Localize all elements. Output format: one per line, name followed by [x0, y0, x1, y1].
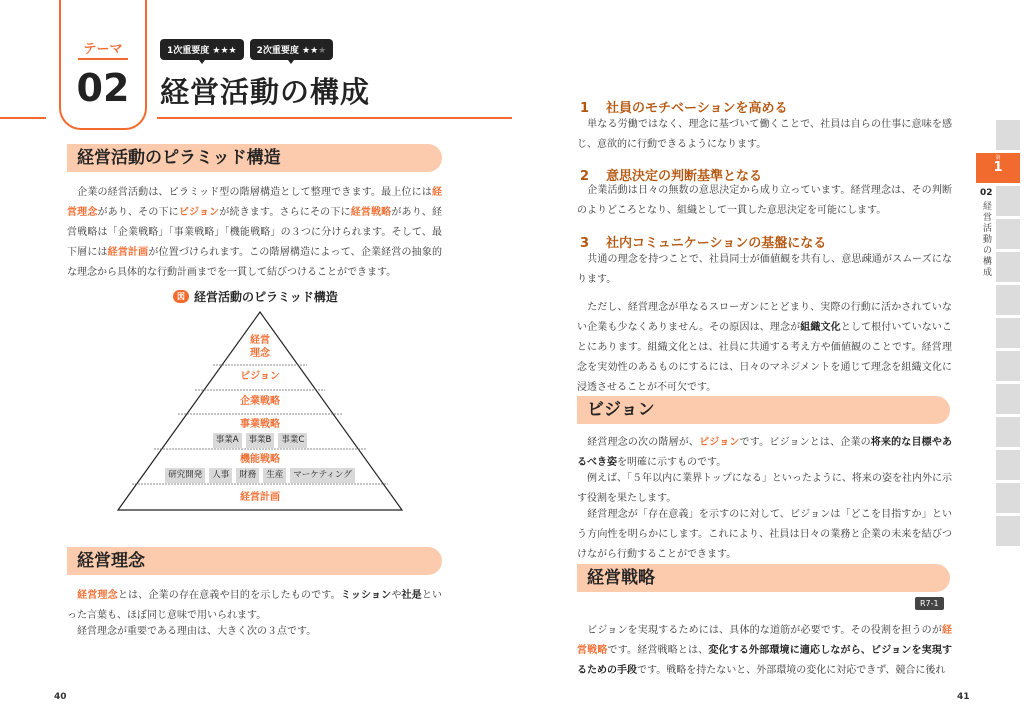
chip-production: 生産	[263, 468, 286, 483]
text: が続きます。さらにその下に	[219, 207, 351, 218]
keyword-shaze: 社是	[401, 590, 422, 601]
text: が位置づけられます。この階層構造によって、企業経営の抽象的な理念から具体的な行動計画までを一貫して結びつけることができます。	[67, 247, 443, 278]
side-tab[interactable]	[996, 483, 1020, 513]
figure-title: 経営活動のピラミッド構造	[194, 290, 338, 304]
chip-business-a: 事業A	[213, 433, 242, 448]
chapter-prefix: 第	[995, 155, 1001, 161]
star-icons: ★★★	[212, 46, 237, 56]
reason-2-body: 企業活動は日々の無数の意思決定から成り立っています。経営理念は、その判断のよりどころとなり、組織として一貫した意思決定を可能にします。	[577, 185, 952, 216]
side-tab[interactable]	[996, 417, 1020, 447]
level-label: 理念	[250, 348, 270, 359]
level-label: 経営	[250, 335, 270, 346]
theme-number: 02	[76, 66, 130, 110]
text: があり、経営戦略は「企業戦略」「事業戦略」「機能戦略」の３つに分けられます。そして、最下層には	[67, 207, 443, 258]
figure-caption	[173, 288, 338, 305]
side-tab[interactable]	[996, 384, 1020, 414]
reason-title: 社内コミュニケーションの基盤になる	[606, 236, 827, 251]
reason-1-heading	[580, 97, 787, 116]
side-tab[interactable]	[996, 219, 1020, 249]
side-tab[interactable]	[996, 318, 1020, 348]
text: 経営理念の次の階層が、	[577, 437, 700, 448]
text: や	[391, 590, 402, 601]
page-number-right: 41	[957, 692, 970, 702]
side-tab[interactable]	[996, 186, 1020, 216]
primary-importance-badge	[160, 39, 244, 60]
text: を明確に示すものです。	[617, 457, 727, 468]
text: 企業の経営活動は、ピラミッド型の階層構造として整理できます。最上位には	[67, 187, 432, 198]
chapter-title: 経営活動の構成	[160, 75, 371, 109]
business-unit-chips	[110, 433, 410, 448]
reason-3-heading	[580, 232, 826, 251]
keyword-org-culture: 組織文化	[800, 322, 841, 333]
theme-label: テーマ	[83, 42, 123, 57]
secondary-importance-badge	[250, 39, 334, 60]
badge-label: 2次重要度	[256, 46, 299, 56]
side-tab[interactable]	[996, 252, 1020, 282]
text: です。ビジョンとは、企業の	[739, 437, 871, 448]
side-tab[interactable]	[996, 285, 1020, 315]
section-heading-philosophy: 経営理念	[67, 547, 442, 575]
keyword-plan: 経営計画	[107, 247, 149, 258]
section-heading-pyramid: 経営活動のピラミッド構造	[67, 144, 442, 172]
keyword-keiei-rinen: 経営理念	[67, 187, 442, 218]
chip-marketing: マーケティング	[290, 468, 354, 483]
badge-label: 1次重要度	[167, 46, 210, 56]
star-off-icon: ★	[318, 46, 327, 56]
chip-business-b: 事業B	[246, 433, 275, 448]
side-section-number: 02	[980, 188, 993, 198]
strategy-paragraph	[577, 621, 952, 681]
reason-title: 社員のモチベーションを高める	[606, 101, 788, 116]
text: です。戦略を持たないと、外部環境の変化に対応できず、競合に後れ	[637, 665, 946, 676]
side-tab[interactable]	[996, 351, 1020, 381]
importance-badges	[160, 39, 333, 60]
reason-number: 2	[580, 169, 590, 184]
reason-title: 意思決定の判断基準となる	[606, 169, 763, 184]
keyword-keiei-rinen: 経営理念	[77, 590, 118, 601]
text: として根付いていないことにあります。組織文化とは、社員に共通する考え方や価値観のことです。経営理念を実効性のあるものにするには、日々のマネジメントを通じて理念を組織文化に浸透させることが不可欠です。	[577, 322, 953, 393]
reason-number: 1	[580, 101, 590, 116]
chip-rnd: 研究開発	[165, 468, 205, 483]
pyramid-intro-paragraph	[67, 183, 442, 283]
side-tab[interactable]	[996, 450, 1020, 480]
keyword-vision: ビジョン	[178, 207, 220, 218]
text: ビジョンを実現するためには、具体的な道筋が必要です。その役割を担うのが	[577, 625, 942, 636]
text: ただし、経営理念が単なるスローガンにとどまり、実際の行動に活かされていない企業も少なくありません。その原因は、理念が	[577, 302, 952, 333]
theme-divider	[78, 58, 128, 60]
reason-number: 3	[580, 236, 590, 251]
text: があり、その下に	[97, 207, 179, 218]
keyword-mission: ミッション	[340, 590, 392, 601]
side-tab[interactable]	[996, 516, 1020, 546]
header-rule-left	[0, 117, 46, 119]
side-tab[interactable]	[996, 120, 1020, 150]
exam-reference-tag: R7-1	[915, 597, 944, 610]
header-rule-right	[157, 117, 512, 119]
vision-paragraph-3: 経営理念が「存在意義」を示すのに対して、ビジョンは「どこを目指すか」という方向性を明らかにします。これにより、社員は日々の業務と企業の未来を結びつけながら行動することができます。	[577, 509, 952, 560]
keyword-future-goal: 将来的な目標やあるべき姿	[577, 437, 952, 468]
chip-hr: 人事	[209, 468, 232, 483]
pyramid-diagram	[110, 310, 410, 515]
reason-1-body: 単なる労働ではなく、理念に基づいて働くことで、社員は自らの仕事に意味を感じ、意欲的に行動できるようになります。	[577, 119, 952, 150]
function-chips	[110, 468, 410, 483]
keyword-vision: ビジョン	[699, 437, 740, 448]
text: です。経営戦略とは、	[607, 645, 709, 656]
figure-icon: 図	[173, 290, 189, 303]
level-management-plan: 経営計画	[240, 492, 280, 503]
chapter-number: 1	[993, 160, 1003, 175]
level-management-philosophy	[110, 334, 410, 360]
level-corporate-strategy: 企業戦略	[240, 396, 280, 407]
side-section-title: 経営活動の構成	[983, 202, 993, 278]
level-functional-strategy: 機能戦略	[240, 454, 280, 465]
text: といった言葉も、ほぼ同じ意味で用いられます。	[67, 590, 442, 621]
vision-paragraph-2: 例えば、「５年以内に業界トップになる」といったように、将来の姿を社内外に示す役割を果たします。	[577, 473, 952, 504]
philosophy-reasons-intro: 経営理念が重要である理由は、大きく次の３点です。	[67, 626, 317, 637]
section-heading-vision: ビジョン	[577, 396, 950, 424]
star-icons: ★★	[302, 46, 319, 56]
level-vision: ビジョン	[240, 371, 280, 382]
section-heading-strategy: 経営戦略	[577, 564, 950, 592]
vision-paragraph-1	[577, 433, 952, 473]
text: とは、企業の存在意義や目的を示したものです。	[117, 590, 341, 601]
org-culture-paragraph	[577, 298, 952, 398]
chip-finance: 財務	[236, 468, 259, 483]
keyword-strategy: 経営戦略	[577, 625, 952, 656]
theme-box	[59, 0, 147, 130]
keyword-strategy-definition: 変化する外部環境に適応しながら、ビジョンを実現するための手段	[577, 645, 952, 676]
reason-3-body: 共通の理念を持つことで、社員同士が価値観を共有し、意思疎通がスムーズになります。	[577, 254, 952, 285]
keyword-strategy: 経営戦略	[350, 207, 392, 218]
level-business-strategy: 事業戦略	[240, 419, 280, 430]
chip-business-c: 事業C	[278, 433, 307, 448]
side-tab-chapter-1[interactable]	[976, 153, 1020, 183]
page-number-left: 40	[54, 692, 67, 702]
philosophy-paragraph	[67, 586, 442, 626]
